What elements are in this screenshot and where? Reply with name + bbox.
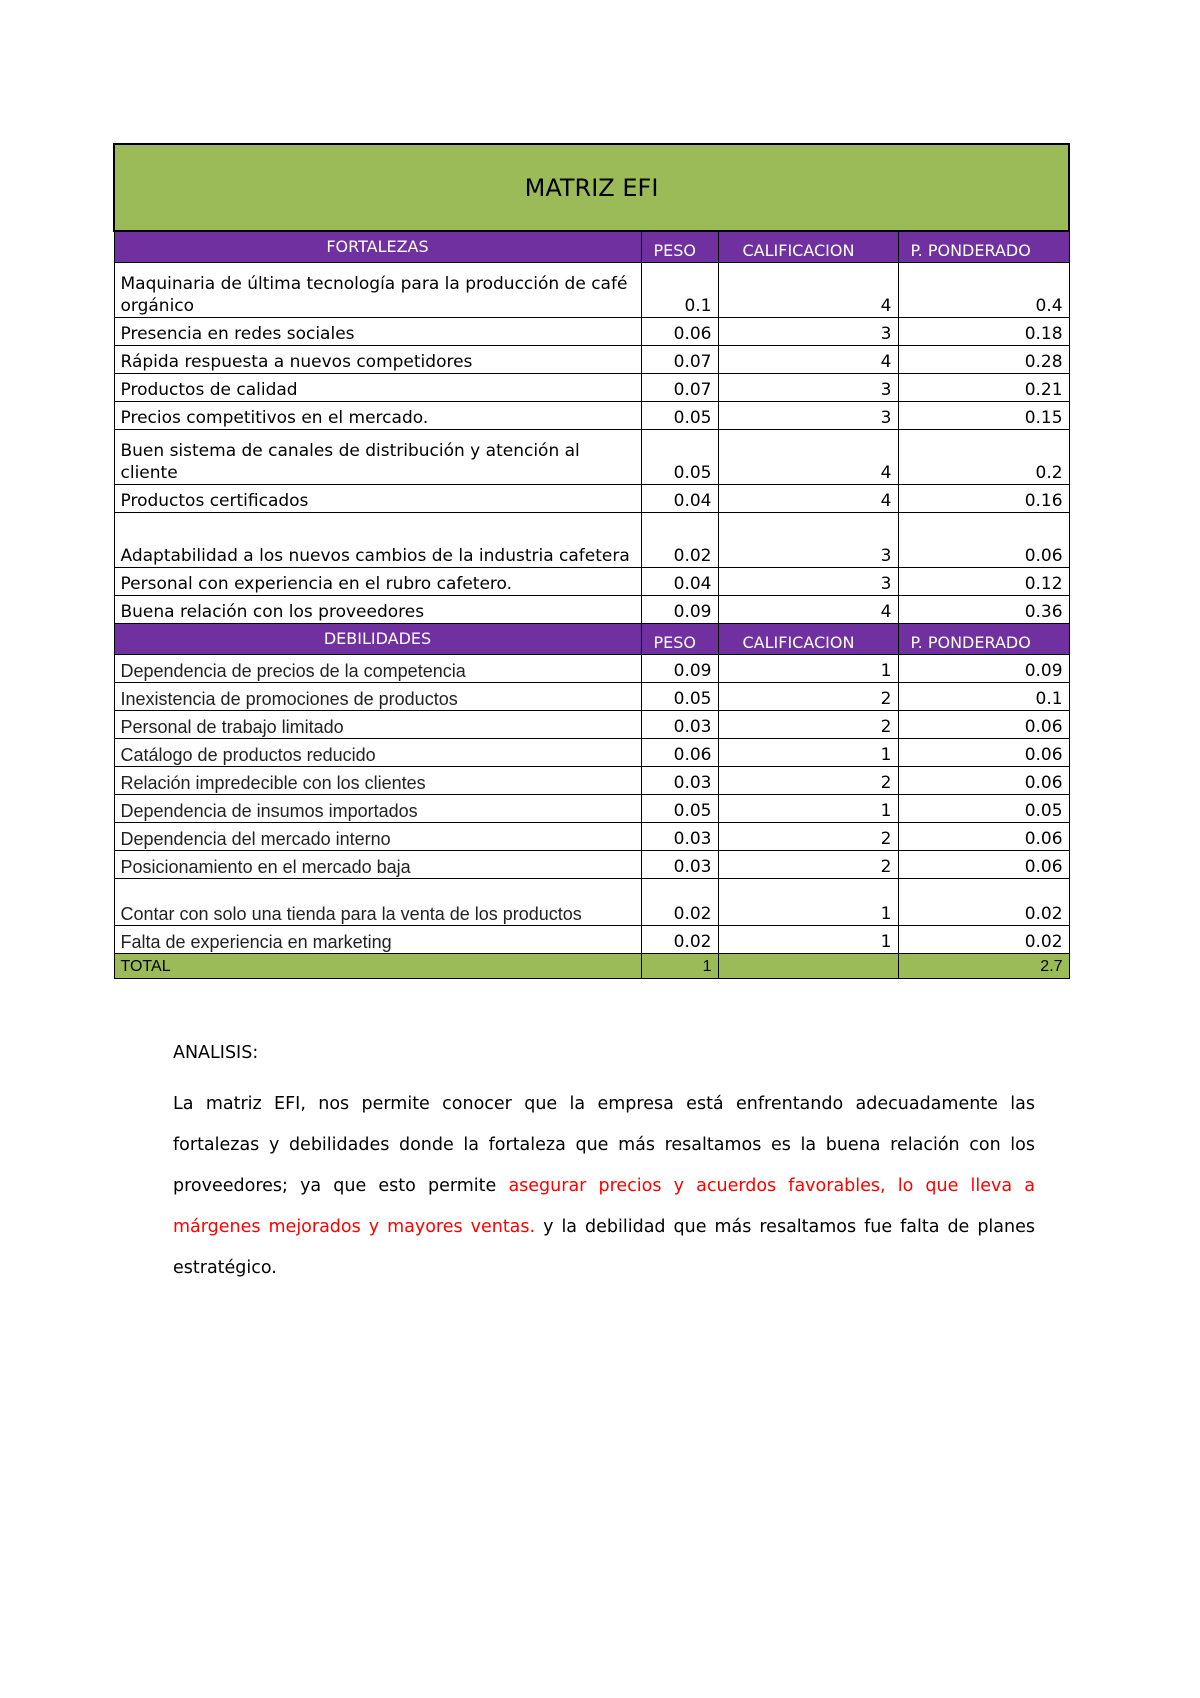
peso-cell: 0.02 <box>641 513 718 568</box>
calificacion-cell: 3 <box>718 318 898 346</box>
peso-cell: 0.03 <box>641 767 718 795</box>
factor-cell: Dependencia de precios de la competencia <box>114 655 641 683</box>
factor-cell: Falta de experiencia en marketing <box>114 926 641 954</box>
ponderado-cell: 0.06 <box>898 823 1069 851</box>
peso-cell: 0.04 <box>641 568 718 596</box>
calificacion-cell: 1 <box>718 926 898 954</box>
calificacion-cell: 2 <box>718 683 898 711</box>
peso-cell: 0.02 <box>641 879 718 926</box>
calificacion-cell: 4 <box>718 263 898 318</box>
factor-cell: Personal de trabajo limitado <box>114 711 641 739</box>
factor-cell: Precios competitivos en el mercado. <box>114 402 641 430</box>
calificacion-cell: 4 <box>718 430 898 485</box>
calificacion-cell: 4 <box>718 596 898 624</box>
ponderado-cell: 0.05 <box>898 795 1069 823</box>
factor-cell: Personal con experiencia en el rubro cafetero. <box>114 568 641 596</box>
ponderado-cell: 0.06 <box>898 513 1069 568</box>
peso-cell: 0.09 <box>641 655 718 683</box>
factor-cell: Rápida respuesta a nuevos competidores <box>114 346 641 374</box>
analysis-section <box>173 1040 1035 1289</box>
calificacion-cell: 2 <box>718 823 898 851</box>
strength-row <box>114 430 1069 485</box>
ponderado-cell: 0.1 <box>898 683 1069 711</box>
weakness-row <box>114 683 1069 711</box>
factor-cell: Productos de calidad <box>114 374 641 402</box>
calificacion-cell: 4 <box>718 485 898 513</box>
factor-cell: Contar con solo una tienda para la venta de los productos <box>114 879 641 926</box>
ponderado-cell: 0.15 <box>898 402 1069 430</box>
factor-cell: Maquinaria de última tecnología para la producción de café orgánico <box>114 263 641 318</box>
calificacion-header: CALIFICACION <box>718 231 898 263</box>
ponderado-cell: 0.06 <box>898 767 1069 795</box>
peso-cell: 0.05 <box>641 683 718 711</box>
analysis-highlight: asegurar precios y acuerdos favorables, lo que lleva a márgenes mejorados y mayores ventas. <box>173 1176 1035 1237</box>
efi-matrix-table <box>113 143 1070 979</box>
weakness-row <box>114 711 1069 739</box>
peso-cell: 0.05 <box>641 795 718 823</box>
calificacion-cell: 2 <box>718 711 898 739</box>
calificacion-cell: 4 <box>718 346 898 374</box>
peso-cell: 0.07 <box>641 346 718 374</box>
weaknesses-header: DEBILIDADES <box>114 624 641 655</box>
calificacion-cell: 2 <box>718 767 898 795</box>
weakness-row <box>114 739 1069 767</box>
factor-cell: Posicionamiento en el mercado baja <box>114 851 641 879</box>
peso-cell: 0.03 <box>641 851 718 879</box>
calificacion-header: CALIFICACION <box>718 624 898 655</box>
strengths-header-row <box>114 231 1069 263</box>
strength-row <box>114 513 1069 568</box>
factor-cell: Buen sistema de canales de distribución y atención al cliente <box>114 430 641 485</box>
total-row <box>114 954 1069 979</box>
ponderado-cell: 0.4 <box>898 263 1069 318</box>
weakness-row <box>114 823 1069 851</box>
weakness-row <box>114 879 1069 926</box>
calificacion-cell: 1 <box>718 739 898 767</box>
factor-cell: Dependencia del mercado interno <box>114 823 641 851</box>
weakness-row <box>114 926 1069 954</box>
total-label: TOTAL <box>114 954 641 979</box>
ponderado-cell: 0.09 <box>898 655 1069 683</box>
ponderado-cell: 0.06 <box>898 851 1069 879</box>
peso-cell: 0.1 <box>641 263 718 318</box>
weakness-row <box>114 795 1069 823</box>
strengths-header: FORTALEZAS <box>114 231 641 263</box>
peso-header: PESO <box>641 231 718 263</box>
peso-cell: 0.04 <box>641 485 718 513</box>
title-row <box>114 144 1069 231</box>
ponderado-header: P. PONDERADO <box>898 231 1069 263</box>
ponderado-cell: 0.36 <box>898 596 1069 624</box>
factor-cell: Dependencia de insumos importados <box>114 795 641 823</box>
peso-cell: 0.05 <box>641 430 718 485</box>
factor-cell: Presencia en redes sociales <box>114 318 641 346</box>
ponderado-cell: 0.2 <box>898 430 1069 485</box>
factor-cell: Relación impredecible con los clientes <box>114 767 641 795</box>
strength-row <box>114 263 1069 318</box>
peso-cell: 0.03 <box>641 823 718 851</box>
calificacion-cell: 1 <box>718 655 898 683</box>
ponderado-cell: 0.16 <box>898 485 1069 513</box>
ponderado-cell: 0.28 <box>898 346 1069 374</box>
peso-header: PESO <box>641 624 718 655</box>
strength-row <box>114 402 1069 430</box>
strength-row <box>114 596 1069 624</box>
factor-cell: Buena relación con los proveedores <box>114 596 641 624</box>
factor-cell: Productos certificados <box>114 485 641 513</box>
total-ponderado: 2.7 <box>898 954 1069 979</box>
calificacion-cell: 3 <box>718 374 898 402</box>
peso-cell: 0.09 <box>641 596 718 624</box>
ponderado-header: P. PONDERADO <box>898 624 1069 655</box>
strength-row <box>114 568 1069 596</box>
ponderado-cell: 0.06 <box>898 739 1069 767</box>
strength-row <box>114 318 1069 346</box>
ponderado-cell: 0.18 <box>898 318 1069 346</box>
factor-cell: Adaptabilidad a los nuevos cambios de la industria cafetera <box>114 513 641 568</box>
calificacion-cell: 1 <box>718 795 898 823</box>
strength-row <box>114 374 1069 402</box>
peso-cell: 0.02 <box>641 926 718 954</box>
ponderado-cell: 0.02 <box>898 879 1069 926</box>
ponderado-cell: 0.12 <box>898 568 1069 596</box>
peso-cell: 0.07 <box>641 374 718 402</box>
calificacion-cell: 2 <box>718 851 898 879</box>
peso-cell: 0.05 <box>641 402 718 430</box>
strength-row <box>114 485 1069 513</box>
calificacion-cell: 1 <box>718 879 898 926</box>
strength-row <box>114 346 1069 374</box>
analysis-paragraph <box>173 1084 1035 1289</box>
ponderado-cell: 0.06 <box>898 711 1069 739</box>
peso-cell: 0.06 <box>641 318 718 346</box>
weakness-row <box>114 851 1069 879</box>
weakness-row <box>114 655 1069 683</box>
calificacion-cell: 3 <box>718 568 898 596</box>
ponderado-cell: 0.02 <box>898 926 1069 954</box>
total-peso: 1 <box>641 954 718 979</box>
ponderado-cell: 0.21 <box>898 374 1069 402</box>
peso-cell: 0.03 <box>641 711 718 739</box>
analysis-text-before: La matriz EFI, nos permite conocer que la empresa está enfrentando adecuadamente las fortalezas y debilidades donde la fortaleza que más resaltamos es la buena relación con los proveedores; ya que esto permite <box>173 1094 1035 1196</box>
calificacion-cell: 3 <box>718 402 898 430</box>
weakness-row <box>114 767 1069 795</box>
matrix-title: MATRIZ EFI <box>114 144 1069 231</box>
peso-cell: 0.06 <box>641 739 718 767</box>
analysis-label: ANALISIS: <box>173 1043 259 1063</box>
analysis-text-after: y la debilidad que más resaltamos fue falta de planes estratégico. <box>173 1217 1035 1278</box>
total-calificacion <box>718 954 898 979</box>
factor-cell: Catálogo de productos reducido <box>114 739 641 767</box>
calificacion-cell: 3 <box>718 513 898 568</box>
factor-cell: Inexistencia de promociones de productos <box>114 683 641 711</box>
weaknesses-header-row <box>114 624 1069 655</box>
